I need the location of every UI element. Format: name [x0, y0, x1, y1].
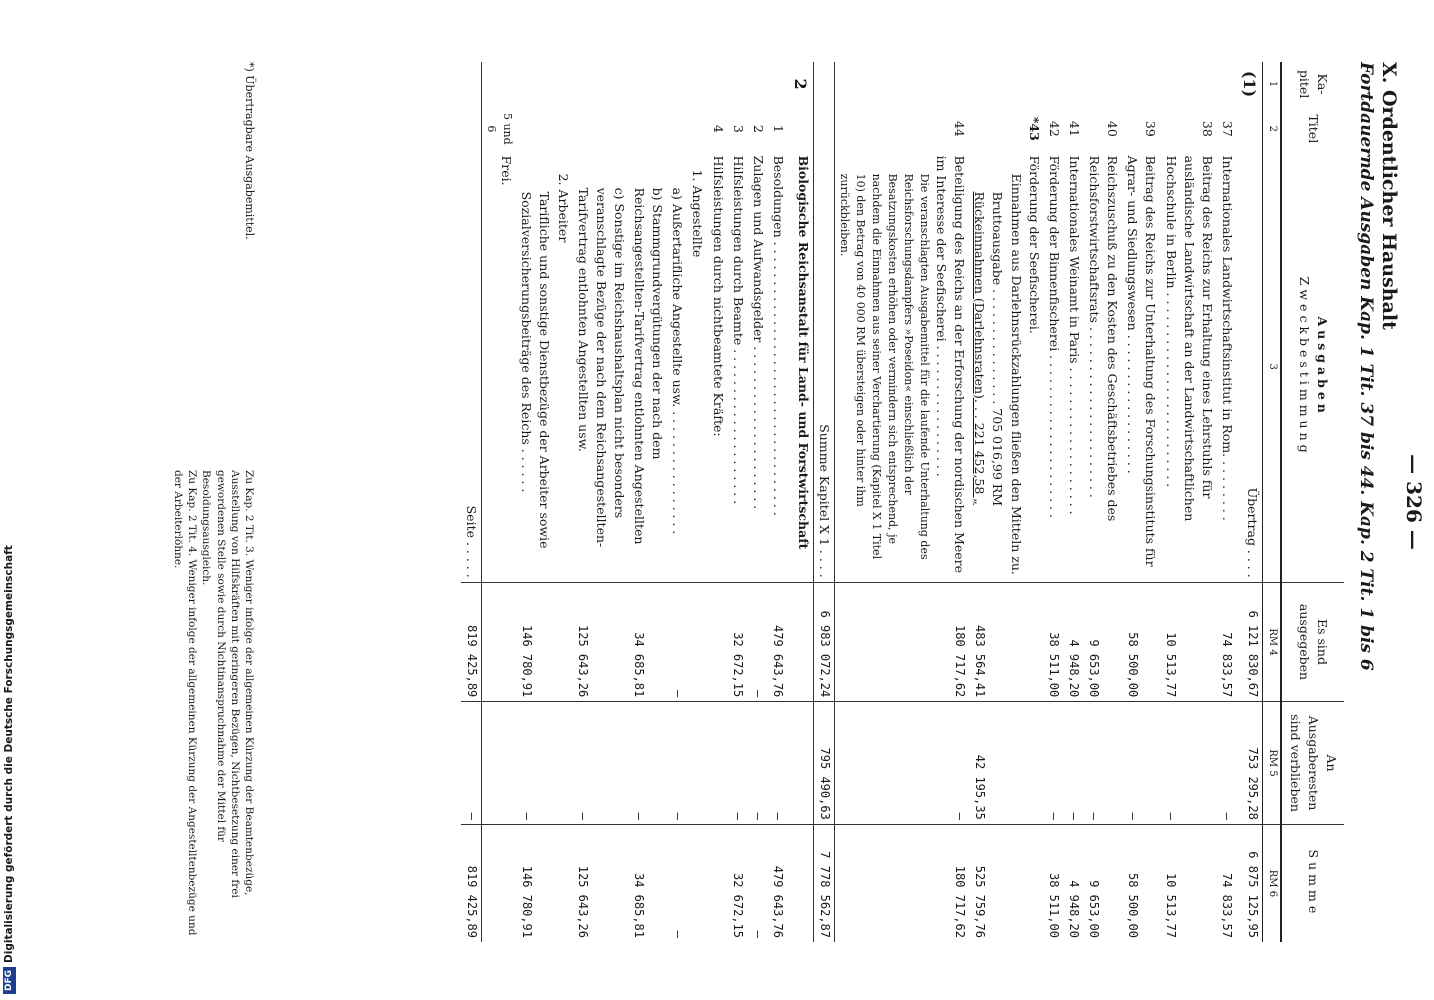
page-title: X. Ordentlicher Haushalt [1378, 62, 1400, 330]
col-unit-4: RM [1266, 628, 1278, 647]
titel-cell: 39 [1143, 120, 1159, 137]
row43-c6: 525 759,76 [969, 824, 1044, 942]
sub4-c-c4: 125 643,26 [573, 582, 629, 702]
summe-cell: 38 511,00 [1044, 824, 1064, 942]
kapitel-cell [768, 62, 788, 106]
row44-c4: 180 717,62 [835, 582, 969, 702]
col-header-ausgabereste: An Ausgaberesten sind verblieben [1281, 702, 1344, 825]
row44-text: Beteiligung des Reichs an der Erforschung der nordischen Meere im Interesse der Seefischerei . . . . . . . . . . . . . . . . . [934, 155, 968, 574]
row43-text2: Einnahmen aus Darlehnsrückzahlungen fließen den Mitteln zu. [1008, 173, 1024, 575]
col-header-zweckbestimmung: Zweckbestimmung [1296, 276, 1312, 457]
sub4-a-row [667, 62, 687, 942]
chapter2-heading-row [788, 62, 814, 942]
table-number-row [1263, 62, 1281, 942]
sub4-arbeiter-c6: 146 780,91 [516, 824, 572, 942]
titel-43: *43 [1026, 116, 1042, 141]
row56-text: Frei. [499, 155, 515, 186]
ausgegeben-cell: 38 511,00 [1044, 582, 1064, 702]
col-num-5 [1263, 702, 1281, 825]
titel-cell: 42 [1046, 120, 1062, 137]
summe-kapitel-row [814, 62, 835, 942]
ausgabereste-cell: — [1044, 702, 1064, 825]
titel-5-6: 5 und 6 [485, 112, 515, 145]
row43-text: Förderung der Seefischerei. [1026, 155, 1042, 334]
sub4-angestellte: 1. Angestellte [690, 169, 706, 258]
col-num-4 [1263, 582, 1281, 702]
ausgabereste-cell [708, 702, 728, 825]
titel-cell: 40 [1105, 120, 1121, 137]
ausgegeben-cell: 4 948,20 [1064, 582, 1084, 702]
titel-44: 44 [952, 120, 968, 137]
sub4-arbeiter-text: Tarifliche und sonstige Dienstbezüge der Arbeiter sowie Sozialversicherungsbeiträge des Reichs . . . . . . [519, 191, 553, 549]
row44-description [835, 152, 969, 583]
summe-cell: 10 513,77 [1160, 824, 1216, 942]
chapter-label: (1) [1240, 70, 1260, 98]
ausgegeben-cell: 58 500,00 [1122, 582, 1160, 702]
ausgegeben-cell: 74 833,57 [1217, 582, 1237, 702]
chapter2-rows [708, 62, 789, 942]
titel-cell: 4 [710, 124, 726, 133]
table-row [728, 62, 748, 942]
ausgabereste-cell: — [728, 702, 748, 825]
sub4-c-c5: — [573, 702, 629, 825]
col-unit-5: RM [1266, 749, 1278, 768]
seite-c4: 819 425,89 [461, 582, 482, 702]
seite-label: Seite . . . . . [461, 152, 482, 583]
titel-cell: 2 [750, 124, 766, 133]
chapter2-label: 2 [791, 78, 811, 90]
summe-cell [708, 824, 728, 942]
summe-cell: 479 643,76 [768, 824, 788, 942]
col-header-kapitel: Ka- pitel [1281, 62, 1344, 106]
col-num-6-value: 6 [1266, 890, 1278, 898]
footnote: *) Übertragbare Ausgabemittel. [243, 62, 256, 240]
seite-row [461, 62, 482, 942]
ausgabereste-cell: — [1084, 702, 1122, 825]
ausgegeben-cell: 32 672,15 [728, 582, 748, 702]
ausgabereste-cell: — [768, 702, 788, 825]
sub4-angestellte-row [687, 62, 707, 942]
col-header-ausgegeben: Es sind ausgegeben [1281, 582, 1344, 702]
uebertrag-row [1237, 62, 1263, 942]
summe-cell: 4 948,20 [1064, 824, 1084, 942]
table-header-row [1281, 62, 1344, 942]
row43-c4: 483 564,41 [969, 582, 1044, 702]
col-unit-6: RM [1266, 869, 1278, 888]
table-row [1064, 62, 1084, 942]
uebertrag-c6: 6 875 125,95 [1237, 824, 1263, 942]
titel-cell: 38 [1199, 120, 1215, 137]
row44-c5: — [835, 702, 969, 825]
row43-brutto: Bruttoausgabe . . . . . . . . . . . . . . . 705 016,99 RM [990, 191, 1006, 507]
ausgabereste-cell: — [1064, 702, 1084, 825]
table-row [1122, 62, 1160, 942]
col-header-titel: Titel [1281, 106, 1344, 152]
kapitel-cell [748, 62, 768, 106]
ausgegeben-cell: 479 643,76 [768, 582, 788, 702]
zweck-cell: Internationales Landwirtschaftsinstitut in Rom. . . . . . . . . [1219, 155, 1235, 521]
ausgegeben-cell [708, 582, 728, 702]
col-header-zweck [1281, 152, 1344, 583]
summe-cell: 74 833,57 [1217, 824, 1237, 942]
zweck-cell: Beitrag des Reichs zur Unterhaltung des Forschungsinstituts für Agrar- und Siedlungswesen . . . . . . . . . . . . . . . . . . [1125, 155, 1159, 567]
table-row-5-6 [482, 62, 516, 942]
dfg-logo: DFG [3, 967, 16, 994]
uebertrag-c4: 6 121 830,67 [1237, 582, 1263, 702]
zweck-cell: Hilfsleistungen durch nichtbeamtete Kräfte: [710, 155, 726, 437]
col-num-4-value: 4 [1266, 649, 1278, 656]
chapter1-rows [1044, 62, 1237, 942]
sub4-arbeiter: 2. Arbeiter [555, 173, 571, 243]
row56-c6 [482, 824, 516, 942]
page-number: — 326 — [1402, 454, 1426, 550]
sub4-arbeiter-c4: 146 780,91 [516, 582, 572, 702]
sub4-c-c6: 125 643,26 [573, 824, 629, 942]
ausgegeben-cell: — [748, 582, 768, 702]
zweck-cell: Zulagen und Aufwandsgelder . . . . . . . . . . . . . . . . . . . . . [750, 155, 766, 510]
row44-note: Die veranschlagten Ausgabemittel für die laufende Unterhaltung des Reichsforschungsdampfers »Poseidon« einschließlich der Besatzungskosten erhöhen oder vermindern sich entsprechend, je nachdem die Einnahmen aus seiner Verchartierung (Kapitel X 1 Titel 10) den Betrag von 40 000 RM übersteigen oder hinter ihm zurückbleiben. [838, 173, 931, 560]
sub4-a: a) Außertarifliche Angestellte usw. . . . . . . . . . . . . . . . . [670, 187, 686, 535]
uebertrag-label: Übertrag . . . . [1245, 487, 1261, 578]
zweck-cell: Förderung der Binnenfischerei . . . . . . . . . . . . . . . . . . . . . [1046, 155, 1062, 519]
zweck-cell: Internationales Weinamt in Paris . . . . . . . . . . . . . . . . . . . [1066, 155, 1082, 515]
table-row [748, 62, 768, 942]
summe-kapitel-label: Summe Kapitel X 1 . . . . [814, 152, 835, 583]
ausgegeben-cell: 10 513,77 [1160, 582, 1216, 702]
note-tit-4: Zu Kap. 2 Tit. 4. Weniger infolge der allgemeinen Kürzung der Angestelltenbezüge und der Arbeiterlöhne. [172, 470, 199, 936]
table-row-44 [835, 62, 969, 942]
summe-cell: 58 500,00 [1122, 824, 1160, 942]
budget-table [461, 62, 1344, 942]
zweck-cell: Hilfsleistungen durch Beamte . . . . . . . . . . . . . . . . . . . . [730, 155, 746, 505]
chapter2-heading: Biologische Reichsanstalt für Land- und Forstwirtschaft [796, 155, 812, 550]
digitization-credit-text [1, 0, 17, 1000]
titel-cell: 41 [1066, 120, 1082, 137]
summe-kapitel-c4: 6 983 072,24 [814, 582, 835, 702]
ausgabereste-cell: — [1122, 702, 1160, 825]
col-num-6 [1263, 824, 1281, 942]
row43-c5: 42 195,35 [969, 702, 1044, 825]
zweck-cell: Reichszuschuß zu den Kosten des Geschäftsbetriebes des Reichsforstwirtschaftsrats . . . . . . . . . . . . . . . . . . . . . . [1087, 155, 1121, 522]
digitization-label: Digitalisierung gefördert durch die Deutsche Forschungsgemeinschaft [3, 545, 15, 963]
kapitel-cell [1064, 62, 1084, 106]
col-header-summe: Summe [1281, 824, 1344, 942]
row43-description [969, 152, 1044, 583]
sub4-b-c4: 34 685,81 [629, 582, 667, 702]
uebertrag-c5: 753 295,28 [1237, 702, 1263, 825]
table-row [1044, 62, 1064, 942]
sub4-b-c6: 34 685,81 [629, 824, 667, 942]
ausgabereste-cell: — [1160, 702, 1216, 825]
sub4-c: c) Sonstige im Reichshaushaltsplan nicht besonders veranschlagte Bezüge der nach dem Reichsangestellten-Tarifvertrag entlohnten Angestellten usw. [575, 187, 627, 548]
kapitel-cell [1217, 62, 1237, 106]
note-tit-3: Zu Kap. 2 Tit. 3. Weniger infolge der allgemeinen Kürzung der Beamtenbezüge, Ausstellung von Hilfskräften mit geringeren Bezügen, Nichtbesetzung einer frei gewordenen Stelle sowie durch Nichtinanspruchnahme der Mittel für Besoldungsausgleich. [200, 470, 255, 898]
col-num-2: 2 [1263, 106, 1281, 152]
kapitel-cell [728, 62, 748, 106]
sub4-a-c6: — [667, 824, 687, 942]
ausgegeben-cell: 9 653,00 [1084, 582, 1122, 702]
summe-cell: 32 672,15 [728, 824, 748, 942]
kapitel-cell [1044, 62, 1064, 106]
titel-cell: 3 [730, 124, 746, 133]
explanatory-notes [171, 470, 256, 940]
sub4-b-row [629, 62, 667, 942]
summe-cell: 9 653,00 [1084, 824, 1122, 942]
table-row [1217, 62, 1237, 942]
col-header-ausgaben: Ausgaben [1314, 316, 1330, 417]
row56-c4 [482, 582, 516, 702]
seite-c5: — [461, 702, 482, 825]
sub4-b: b) Stammgrundvergütungen der nach dem Reichsangestellten-Tarifvertrag entlohnten Angestellten [632, 187, 666, 545]
kapitel-cell [1122, 62, 1160, 106]
digitization-credit [0, 0, 16, 1000]
row56-c5 [482, 702, 516, 825]
kapitel-cell [1160, 62, 1216, 106]
sub4-b-c5: — [629, 702, 667, 825]
sub4-a-c5: — [667, 702, 687, 825]
col-num-5-value: 5 [1266, 770, 1278, 777]
row43-rueck: Rückeinnahmen (Darlehnsraten). . . 221 452,58 „ [972, 191, 988, 505]
zweck-cell: Beitrag des Reichs zur Erhaltung eines Lehrstuhls für ausländische Landwirtschaft an der Landwirtschaftlichen Hochschule in Berlin . . . . . . . . . . . . . . . . . . . . . . . . . [1163, 155, 1215, 522]
table-row [1160, 62, 1216, 942]
sub4-arbeiter-c5: — [516, 702, 572, 825]
table-row [768, 62, 788, 942]
col-num-3: 3 [1263, 152, 1281, 583]
ausgabereste-cell: — [1217, 702, 1237, 825]
titel-cell: 37 [1219, 120, 1235, 137]
ausgabereste-cell: — [748, 702, 768, 825]
sub4-arbeiter-cell [516, 152, 572, 583]
sub4-a-c4: — [667, 582, 687, 702]
sub4-arbeiter-row [516, 62, 572, 942]
row44-c6: 180 717,62 [835, 824, 969, 942]
titel-cell: 1 [771, 124, 786, 133]
seite-c6: 819 425,89 [461, 824, 482, 942]
kapitel-cell [1084, 62, 1122, 106]
summe-kapitel-c6: 7 778 562,87 [814, 824, 835, 942]
table-row [708, 62, 728, 942]
summe-cell: — [748, 824, 768, 942]
table-row [1084, 62, 1122, 942]
col-num-1: 1 [1263, 62, 1281, 106]
summe-kapitel-c5: 795 490,63 [814, 702, 835, 825]
kapitel-cell [708, 62, 728, 106]
sub4-c-row [573, 62, 629, 942]
zweck-cell: Besoldungen . . . . . . . . . . . . . . . . . . . . . . . . . . . . . . . . . . . [771, 155, 786, 516]
page-subtitle: Fortdauernde Ausgaben Kap. 1 Tit. 37 bis 44. Kap. 2 Tit. 1 bis 6 [1356, 62, 1376, 671]
table-row-43 [969, 62, 1044, 942]
